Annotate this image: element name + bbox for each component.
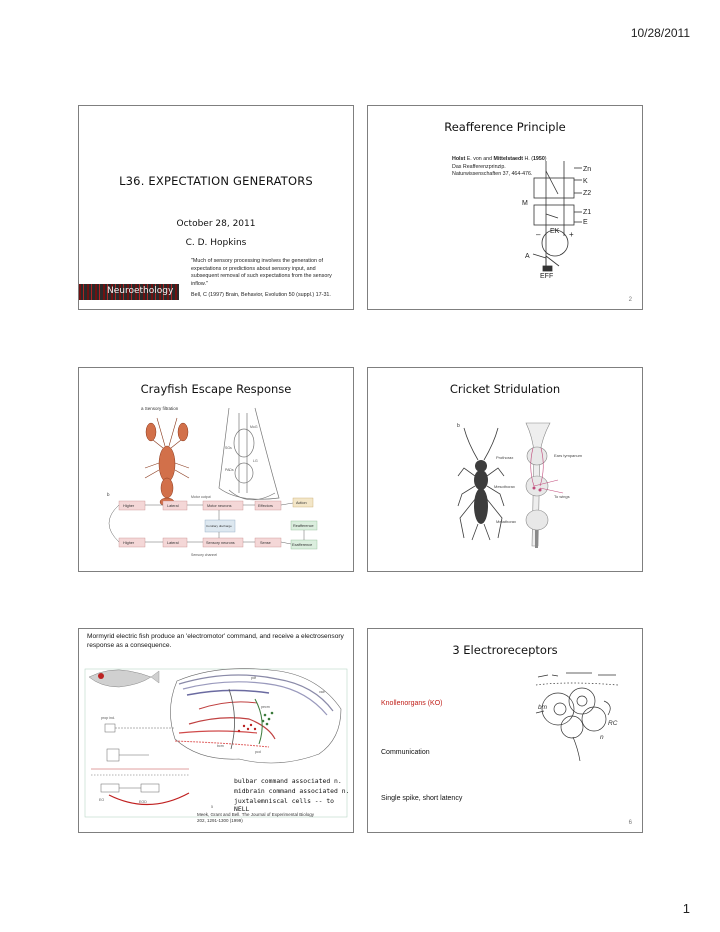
diagram-label-z1: Z1 <box>583 209 592 216</box>
item-knollenorgans: Knollenorgans (KO) <box>381 700 443 707</box>
brain-label-pdf: pdf <box>251 676 256 680</box>
brain-label-eo: EO <box>99 798 105 802</box>
flow-bot-4: Sense <box>260 541 271 545</box>
reference-line-3: Naturwissenschaften 37, 464-476. <box>452 171 533 177</box>
page-date-header: 10/28/2011 <box>630 26 690 40</box>
diagram-label-k: K <box>583 178 588 185</box>
cord-label-4: PADs <box>225 468 234 472</box>
label-juxtalemniscal: juxtalemniscal cells -- to NELL <box>234 797 335 813</box>
crayfish-figure <box>79 368 353 571</box>
reafference-diagram <box>368 106 642 309</box>
neuroethology-logo <box>79 284 179 300</box>
knollenorgan-sketch <box>368 629 642 832</box>
flow-top-3: Motor neurons <box>207 504 232 508</box>
logo-text: Neuroethology <box>107 286 174 296</box>
slide-title-text: Cricket Stridulation <box>449 382 561 396</box>
flow-mid-2: Reafference <box>293 524 314 528</box>
minus-sign: – <box>536 230 541 239</box>
label-mesothorax: Mesothorax <box>494 484 515 489</box>
brain-label-pcd: pcd <box>255 750 261 754</box>
brain-label-eod: EOD <box>139 800 147 804</box>
flow-caption-top: Motor output <box>191 495 211 499</box>
slide-cricket <box>367 367 643 572</box>
slide-title-text: Crayfish Escape Response <box>140 382 292 396</box>
flow-top-4: Effectors <box>258 504 273 508</box>
brain-label-pecm: pecm <box>261 705 270 709</box>
panel-label: b <box>457 423 460 429</box>
page-number: 1 <box>682 901 690 916</box>
sketch-label-bm: bm <box>538 704 548 711</box>
slide-electroreceptors <box>367 628 643 833</box>
item-single-spike: Single spike, short latency <box>381 795 463 802</box>
sketch-label-rc: RC <box>608 720 618 727</box>
quote-citation: Bell, C (1997) Brain, Behavior, Evolution 50 (suppl.) 17-31. <box>191 292 331 298</box>
flow-bot-2: Lateral <box>167 541 179 545</box>
label-prothorax: Prothorax <box>496 455 514 460</box>
ref-mid: E. von and <box>465 156 494 162</box>
flow-mid-1: Corollary discharge <box>206 524 232 528</box>
diagram-label-z2: Z2 <box>583 190 592 197</box>
citation-line-1: Meek, Grant and Bell. The Journal of Experimental Biology <box>197 812 314 817</box>
panel-b-label: b <box>107 492 110 497</box>
diagram-label-zn: Zn <box>583 166 592 173</box>
diagram-label-m: M <box>522 200 528 207</box>
ref-year: 1950 <box>532 156 545 162</box>
lecture-date: October 28, 2011 <box>176 219 256 229</box>
slide-number: 6 <box>628 820 632 826</box>
slide-title <box>78 105 354 310</box>
cord-label-1: MoG <box>250 425 258 429</box>
ref-author-2: Mittelstaedt <box>493 156 523 162</box>
flow-top-2: Lateral <box>167 504 179 508</box>
slide-number: 2 <box>628 297 632 303</box>
cricket-figure <box>368 368 642 571</box>
diagram-label-eff: EFF <box>540 273 554 280</box>
flow-bot-5: Exafference <box>292 543 313 547</box>
reference-line-2: Das Reafferenzprinzip. <box>452 163 506 170</box>
label-bulbar: bulbar command associated n. <box>234 777 342 785</box>
flow-caption-bot: Sensory channel <box>191 553 218 557</box>
panel-a-label: a Sensory filtration <box>141 406 179 411</box>
citation <box>197 812 314 824</box>
label-ears: Ears tympanum <box>554 453 583 458</box>
cord-label-3: LG <box>253 459 258 463</box>
item-communication: Communication <box>381 749 430 756</box>
label-wings: To wings <box>554 494 570 499</box>
flow-bot-1: Higher <box>123 541 135 545</box>
slide-crayfish <box>78 367 354 572</box>
diagram-label-ek: EK <box>550 228 560 235</box>
slide-mormyrid <box>78 628 354 833</box>
plus-sign: + <box>569 230 574 239</box>
small-number: 5 <box>211 805 213 809</box>
diagram-label-e: E <box>583 219 588 226</box>
ref-author-1: Holst <box>452 156 466 162</box>
slide-title-text: Reafference Principle <box>444 120 566 134</box>
label-metathorax: Metathorax <box>496 519 517 524</box>
flow-bot-3: Sensory neurons <box>206 541 235 545</box>
sketch-label-n: n <box>600 734 604 741</box>
lecture-title: L36. EXPECTATION GENERATORS <box>119 174 313 188</box>
slide-heading: Mormyrid electric fish produce an 'electromotor' command, and receive a electrosensory response as a consequence. <box>87 633 344 649</box>
slide-reafference <box>367 105 643 310</box>
flow-top-5: Action <box>296 501 307 505</box>
ref-end: ) <box>544 156 547 162</box>
label-midbrain: midbrain command associated n. <box>234 787 350 795</box>
brain-label-bcm: bcm <box>217 744 224 748</box>
flow-top-1: Higher <box>123 504 135 508</box>
lecture-author: C. D. Hopkins <box>185 238 247 248</box>
brain-label-vale: valr <box>319 690 325 694</box>
diagram-label-a: A <box>525 253 530 260</box>
cord-label-2: SGs <box>225 446 232 450</box>
slide-title-text: 3 Electroreceptors <box>452 643 558 657</box>
quote-text: "Much of sensory processing involves the generation of expectations or predictions about sensory input, and subsequent removal of such expectations from the sensory inflow." <box>191 258 332 287</box>
brain-label-ell: prop ind. <box>101 716 115 720</box>
citation-line-2: 202, 1291-1300 (1999) <box>197 818 243 823</box>
ref-mid-2: H. ( <box>522 156 533 162</box>
